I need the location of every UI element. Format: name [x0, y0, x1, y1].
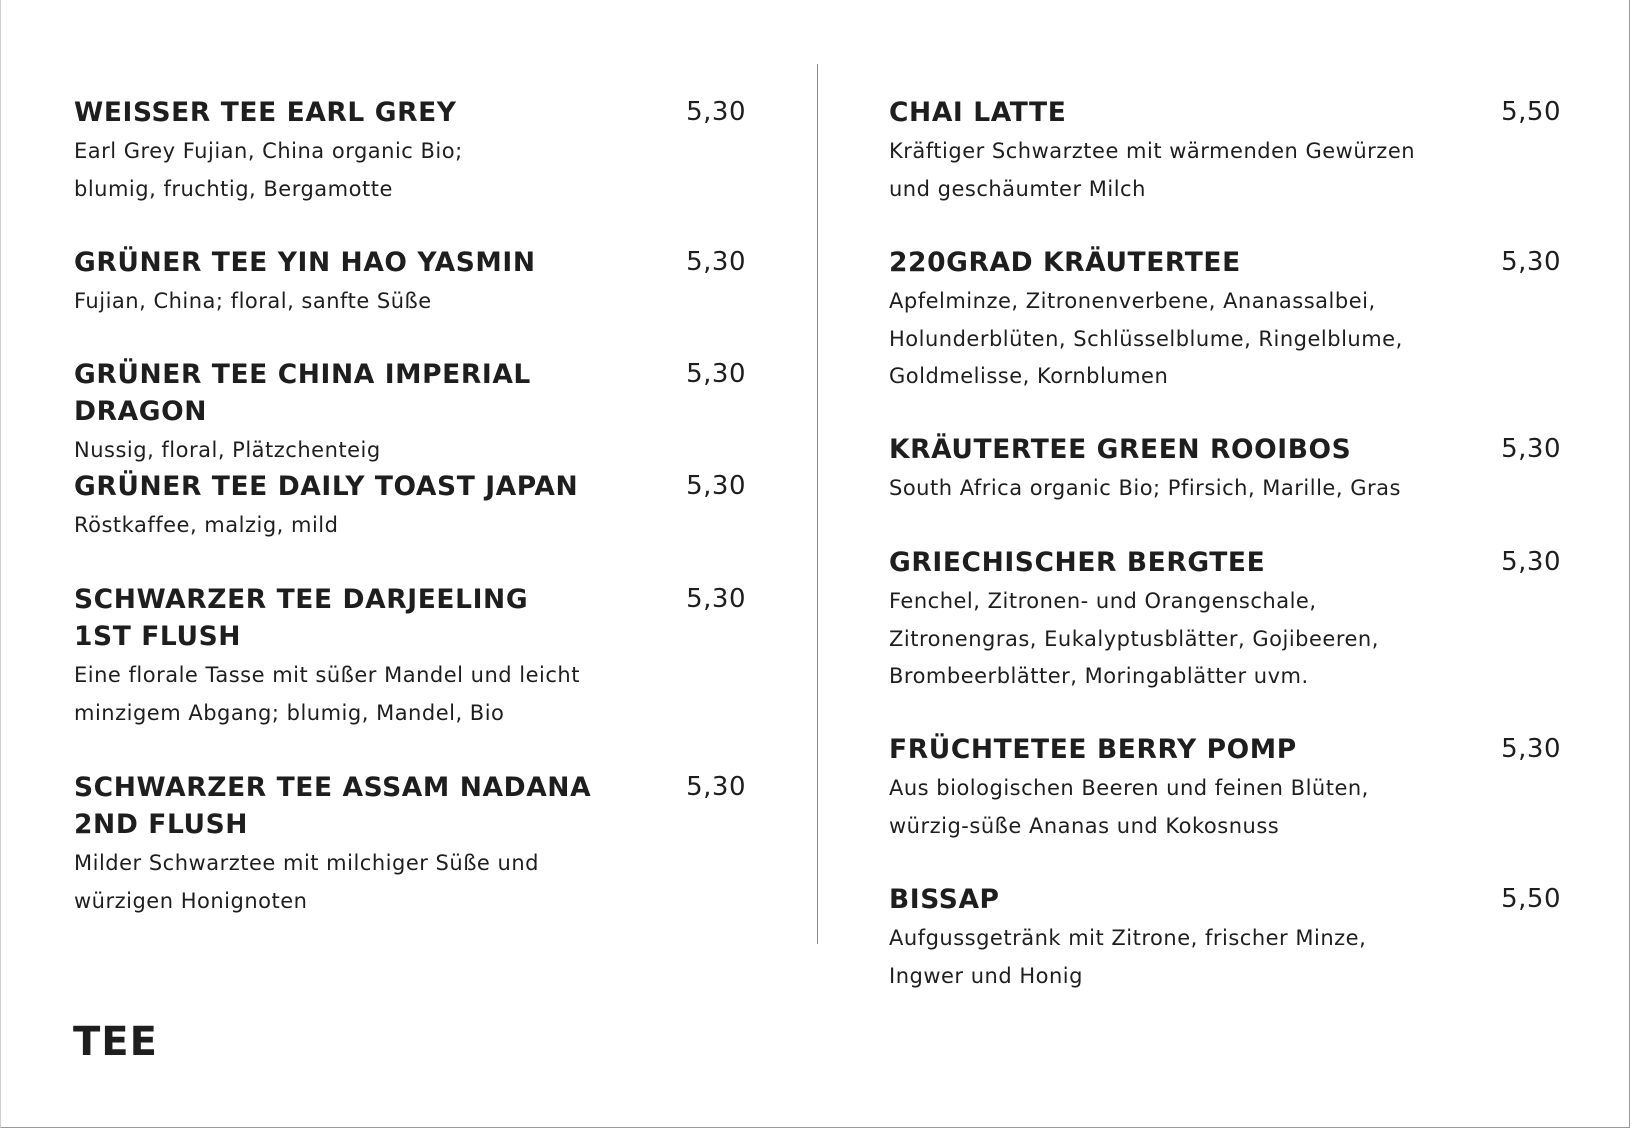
item-name: GRÜNER TEE YIN HAO YASMIN	[74, 247, 536, 278]
item-description: Fenchel, Zitronen- und Orangenschale, Zitronengras, Eukalyptusblätter, Gojibeeren, Brombeerblätter, Moringablätter uvm.	[889, 589, 1379, 688]
item-description: Nussig, floral, Plätzchenteig	[74, 438, 381, 462]
menu-item	[889, 731, 1561, 845]
menu-item	[74, 356, 746, 470]
menu-item	[74, 769, 746, 920]
item-name: BISSAP	[889, 884, 1000, 915]
item-price: 5,50	[1501, 884, 1561, 914]
section-title: TEE	[73, 1019, 158, 1065]
item-description: Fujian, China; floral, sanfte Süße	[74, 289, 432, 313]
item-price: 5,30	[1501, 547, 1561, 577]
menu-item	[889, 244, 1561, 396]
item-name: WEISSER TEE EARL GREY	[74, 97, 457, 128]
item-name: GRIECHISCHER BERGTEE	[889, 547, 1266, 578]
menu-item	[74, 581, 746, 732]
menu-item	[889, 544, 1561, 696]
menu-item	[889, 94, 1561, 208]
item-price: 5,30	[1501, 734, 1561, 764]
menu-item	[74, 94, 746, 208]
item-description: Kräftiger Schwarztee mit wärmenden Gewürzen und geschäumter Milch	[889, 139, 1416, 201]
item-price: 5,30	[686, 772, 746, 802]
menu-item	[889, 881, 1561, 995]
item-description: Eine florale Tasse mit süßer Mandel und leicht minzigem Abgang; blumig, Mandel, Bio	[74, 663, 580, 725]
item-price: 5,30	[1501, 247, 1561, 277]
item-name: KRÄUTERTEE GREEN ROOIBOS	[889, 434, 1352, 465]
item-description: South Africa organic Bio; Pfirsich, Marille, Gras	[889, 476, 1401, 500]
item-price: 5,30	[686, 247, 746, 277]
item-name: GRÜNER TEE DAILY TOAST JAPAN	[74, 471, 579, 502]
menu-item	[74, 468, 746, 545]
item-name: 220GRAD KRÄUTERTEE	[889, 247, 1241, 278]
item-name: SCHWARZER TEE DARJEELING 1ST FLUSH	[74, 584, 529, 652]
menu-item	[889, 431, 1561, 508]
item-price: 5,50	[1501, 97, 1561, 127]
item-name: CHAI LATTE	[889, 97, 1067, 128]
item-price: 5,30	[686, 97, 746, 127]
item-description: Aufgussgetränk mit Zitrone, frischer Minze, Ingwer und Honig	[889, 926, 1367, 988]
menu-item	[74, 244, 746, 321]
item-description: Milder Schwarztee mit milchiger Süße und würzigen Honignoten	[74, 851, 539, 913]
item-description: Aus biologischen Beeren und feinen Blüten, würzig-süße Ananas und Kokosnuss	[889, 776, 1369, 838]
item-price: 5,30	[686, 471, 746, 501]
item-price: 5,30	[1501, 434, 1561, 464]
column-divider	[817, 64, 818, 944]
item-price: 5,30	[686, 359, 746, 389]
item-price: 5,30	[686, 584, 746, 614]
item-description: Apfelminze, Zitronenverbene, Ananassalbei, Holunderblüten, Schlüsselblume, Ringelblume, Goldmelisse, Kornblumen	[889, 289, 1403, 388]
item-name: SCHWARZER TEE ASSAM NADANA 2ND FLUSH	[74, 772, 592, 840]
item-description: Röstkaffee, malzig, mild	[74, 513, 339, 537]
item-name: GRÜNER TEE CHINA IMPERIAL DRAGON	[74, 359, 531, 427]
item-description: Earl Grey Fujian, China organic Bio; blumig, fruchtig, Bergamotte	[74, 139, 463, 201]
item-name: FRÜCHTETEE BERRY POMP	[889, 734, 1297, 765]
